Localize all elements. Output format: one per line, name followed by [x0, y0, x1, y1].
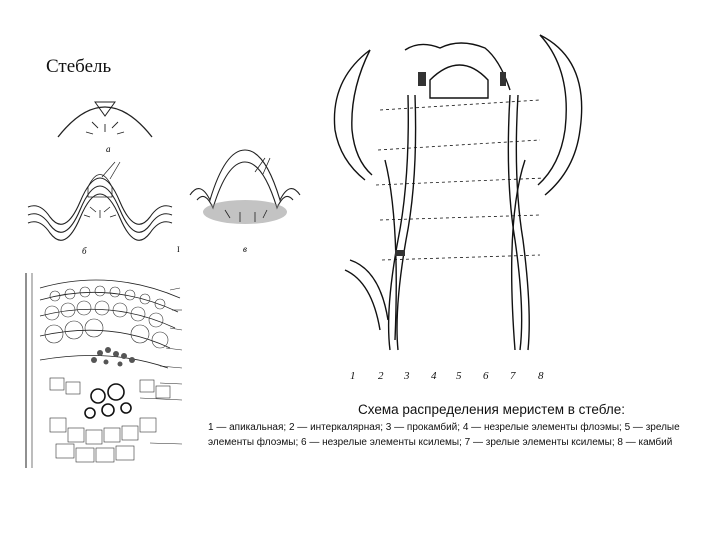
stem-meristem-schema [310, 20, 610, 390]
svg-text:б: б [82, 246, 87, 256]
svg-text:а: а [106, 144, 111, 154]
legend-number: 6 [483, 370, 489, 382]
stem-cross-section-cells [20, 268, 200, 473]
legend-number: 1 [350, 370, 356, 382]
caption-item: 4 — незрелые элементы флоэмы; [462, 422, 622, 433]
legend-number: 8 [538, 370, 544, 382]
caption-body [208, 420, 703, 450]
caption-title: Схема распределения меристем в стебле: [358, 402, 626, 417]
slide-title: Стебель [46, 56, 112, 77]
legend-number-row [340, 370, 560, 390]
legend-number: 4 [431, 370, 437, 382]
caption-item: 8 — камбий [617, 437, 673, 448]
legend-number: 2 [378, 370, 384, 382]
caption-item: 6 — незрелые элементы ксилемы; [301, 437, 462, 448]
svg-text:в: в [243, 244, 247, 254]
legend-number: 7 [510, 370, 516, 382]
intercalary-meristem-diagram [177, 140, 310, 260]
caption-item: 1 — апикальная; [208, 422, 287, 433]
legend-number: 3 [404, 370, 410, 382]
legend-number: 5 [456, 370, 462, 382]
caption-item: 2 — интеркалярная; [288, 422, 384, 433]
apical-meristem-diagram [20, 82, 195, 262]
caption-item: 5 — зрелые элементы флоэмы; [208, 422, 680, 448]
caption-item: 3 — прокамбий; [385, 422, 461, 433]
svg-text:I: I [177, 245, 180, 254]
caption-item: 7 — зрелые элементы ксилемы; [464, 437, 615, 448]
